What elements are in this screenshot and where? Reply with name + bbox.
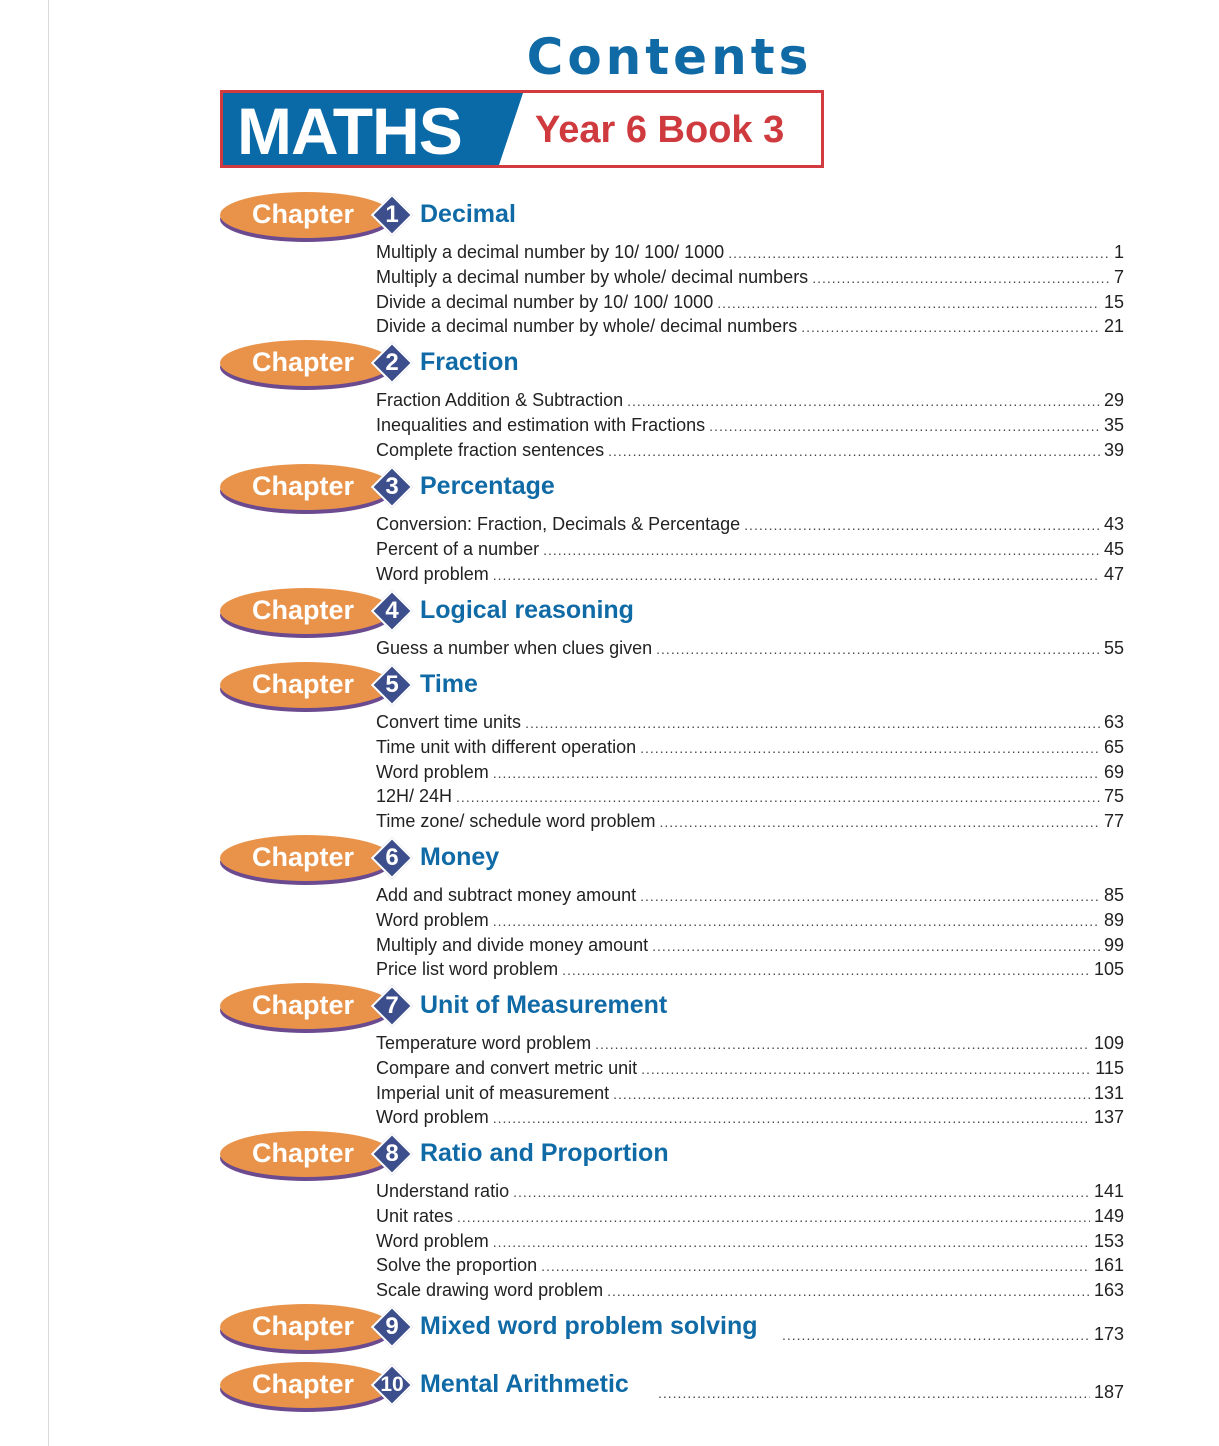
chapter-number-badge	[370, 193, 414, 237]
toc-entry[interactable]	[376, 1105, 1124, 1130]
chapter-pill	[220, 1304, 392, 1350]
toc-entry[interactable]	[376, 1081, 1124, 1106]
leader-dots	[493, 563, 1100, 588]
leader-dots	[543, 538, 1100, 563]
leader-dots	[801, 315, 1100, 340]
entry-text: Time unit with different operation	[376, 736, 637, 757]
leader-dots	[513, 1180, 1090, 1205]
leader-dots	[659, 810, 1100, 835]
entry-page: 63	[1103, 712, 1124, 732]
toc-entry[interactable]	[376, 413, 1124, 438]
entry-page: 99	[1103, 934, 1124, 955]
entry-text: Word problem	[376, 761, 489, 782]
chapter-label: Chapter	[252, 347, 355, 377]
entry-text: Fraction Addition & Subtraction	[376, 390, 624, 410]
entry-text: Conversion: Fraction, Decimals & Percentage	[376, 514, 741, 534]
toc-entry[interactable]	[376, 933, 1124, 958]
chapter-title: Money	[420, 843, 500, 871]
toc-entry[interactable]	[376, 438, 1124, 463]
leader-dots	[562, 958, 1090, 983]
entry-page: 69	[1103, 761, 1124, 782]
leader-dots	[641, 1057, 1091, 1082]
toc-entry[interactable]	[376, 1229, 1124, 1254]
chapter-number-badge	[370, 836, 414, 880]
chapter-pill	[220, 1362, 392, 1408]
chapter-number-badge	[370, 984, 414, 1028]
page-edge-line	[48, 0, 49, 1446]
entry-page: 109	[1093, 1033, 1124, 1053]
chapter-pill	[220, 983, 392, 1029]
toc-entry[interactable]	[376, 265, 1124, 290]
chapter-label: Chapter	[252, 1138, 355, 1168]
chapter-number: 9	[385, 1313, 399, 1340]
entry-text: 12H/ 24H	[376, 786, 453, 807]
chapter-number-badge	[370, 465, 414, 509]
entry-text: Solve the proportion	[376, 1255, 538, 1276]
entry-page: 7	[1113, 266, 1124, 287]
entry-page: 45	[1103, 538, 1124, 559]
entry-page: 75	[1103, 786, 1124, 807]
toc-entry[interactable]	[376, 1278, 1124, 1303]
banner-book: Year 6 Book 3	[535, 109, 785, 151]
toc-entry[interactable]	[376, 1179, 1124, 1204]
toc-entry[interactable]	[376, 1056, 1124, 1081]
leader-dots	[640, 736, 1100, 761]
entry-page: 149	[1093, 1205, 1124, 1226]
leader-dots	[744, 513, 1100, 538]
toc-entry[interactable]	[376, 636, 1124, 661]
chapter-pill	[220, 340, 392, 386]
entry-text: Multiply a decimal number by 10/ 100/ 1000	[376, 242, 725, 262]
leader-dots	[493, 1230, 1090, 1255]
entry-text: Temperature word problem	[376, 1033, 592, 1053]
entry-text: Scale drawing word problem	[376, 1280, 604, 1301]
chapter-title: Percentage	[420, 472, 555, 500]
toc-entry[interactable]	[376, 388, 1124, 413]
entry-page: 39	[1103, 439, 1124, 460]
title-banner	[220, 90, 824, 168]
chapter-number: 3	[385, 473, 399, 500]
chapter-title: Logical reasoning	[420, 596, 634, 624]
entry-page: 153	[1093, 1230, 1124, 1251]
chapter-pill	[220, 588, 392, 634]
entry-text: Add and subtract money amount	[376, 885, 637, 905]
leader-dots	[782, 1323, 1090, 1347]
leader-dots	[607, 1279, 1090, 1304]
entry-text: Word problem	[376, 1107, 489, 1128]
entry-list	[376, 1031, 1124, 1130]
chapter-pill	[220, 464, 392, 510]
entry-text: Inequalities and estimation with Fractions	[376, 414, 706, 435]
entry-list	[376, 883, 1124, 982]
chapter-pill	[220, 662, 392, 708]
chapter-number: 8	[385, 1140, 399, 1167]
chapter-pill	[220, 1131, 392, 1177]
entry-page: 47	[1103, 563, 1124, 584]
entry-page: 29	[1103, 390, 1124, 410]
entry-list	[376, 710, 1124, 834]
entry-text: Word problem	[376, 909, 489, 930]
entry-page: 1	[1113, 242, 1124, 262]
chapter-number: 10	[380, 1373, 404, 1396]
toc-entry[interactable]	[376, 1031, 1124, 1056]
chapter-pill	[220, 835, 392, 881]
toc-entry[interactable]	[376, 710, 1124, 735]
entry-list	[376, 512, 1124, 586]
leader-dots	[493, 1106, 1090, 1131]
chapter-label: Chapter	[252, 669, 355, 699]
leader-dots	[728, 241, 1110, 266]
leader-dots	[613, 1082, 1090, 1107]
leader-dots	[493, 761, 1100, 786]
toc-entry[interactable]	[376, 760, 1124, 785]
page-title: Contents	[526, 28, 813, 86]
chapter-number: 7	[385, 992, 399, 1019]
leader-dots	[541, 1254, 1090, 1279]
entry-page: 137	[1093, 1107, 1124, 1128]
chapter-number-badge	[370, 1132, 414, 1176]
chapter-number-badge	[370, 1305, 414, 1349]
entry-list	[376, 240, 1124, 339]
toc-entry[interactable]	[376, 735, 1124, 760]
leader-dots	[709, 414, 1100, 439]
toc-entry[interactable]	[658, 1380, 1124, 1404]
leader-dots	[525, 711, 1100, 736]
chapter-number-badge	[370, 341, 414, 385]
entry-text: Divide a decimal number by whole/ decimal numbers	[376, 316, 798, 337]
entry-page: 55	[1103, 638, 1124, 658]
entry-text: Understand ratio	[376, 1181, 510, 1201]
entry-text: Multiply a decimal number by whole/ decimal numbers	[376, 266, 809, 287]
leader-dots	[595, 1032, 1090, 1057]
toc-entry[interactable]	[376, 1204, 1124, 1229]
entry-page: 21	[1103, 316, 1124, 337]
chapter-label: Chapter	[252, 199, 355, 229]
toc-entry[interactable]	[376, 908, 1124, 933]
toc-entry[interactable]	[376, 290, 1124, 315]
toc-entry[interactable]	[376, 537, 1124, 562]
leader-dots	[457, 1205, 1090, 1230]
entry-text: Divide a decimal number by 10/ 100/ 1000	[376, 291, 714, 312]
entry-text: Time zone/ schedule word problem	[376, 811, 656, 832]
chapter-number-badge	[370, 1363, 414, 1407]
chapter-title: Decimal	[420, 200, 516, 228]
entry-text: Imperial unit of measurement	[376, 1082, 610, 1103]
toc-entry[interactable]	[376, 562, 1124, 587]
entry-text: Complete fraction sentences	[376, 439, 605, 460]
chapter-number-badge	[370, 589, 414, 633]
leader-dots	[717, 291, 1100, 316]
chapter-number-badge	[370, 663, 414, 707]
entry-page: 77	[1103, 811, 1124, 832]
entry-list	[376, 636, 1124, 661]
leader-dots	[627, 389, 1100, 414]
entry-page: 65	[1103, 736, 1124, 757]
entry-page: 131	[1093, 1082, 1124, 1103]
chapter-label: Chapter	[252, 990, 355, 1020]
entry-text: Compare and convert metric unit	[376, 1057, 638, 1078]
entry-text: Word problem	[376, 563, 489, 584]
entry-text: Guess a number when clues given	[376, 638, 653, 658]
leader-dots	[656, 637, 1100, 662]
chapter-title: Mental Arithmetic	[420, 1370, 629, 1398]
entry-page: 141	[1093, 1181, 1124, 1201]
entry-page: 105	[1093, 959, 1124, 980]
chapter-title: Time	[420, 670, 478, 698]
leader-dots	[640, 884, 1100, 909]
toc-entry[interactable]	[376, 784, 1124, 809]
entry-text: Price list word problem	[376, 959, 559, 980]
leader-dots	[608, 439, 1100, 464]
chapter-title: Fraction	[420, 348, 519, 376]
leader-dots	[493, 909, 1100, 934]
toc-entry[interactable]	[376, 240, 1124, 265]
entry-list	[376, 388, 1124, 462]
entry-page: 85	[1103, 885, 1124, 905]
entry-page: 35	[1103, 414, 1124, 435]
entry-page: 161	[1093, 1255, 1124, 1276]
chapter-pill	[220, 192, 392, 238]
entry-page: 15	[1103, 291, 1124, 312]
chapter-label: Chapter	[252, 842, 355, 872]
chapter-number: 4	[385, 597, 399, 624]
toc-entry[interactable]	[376, 883, 1124, 908]
chapter-label: Chapter	[252, 595, 355, 625]
entry-page: 163	[1093, 1280, 1124, 1301]
toc-entry[interactable]	[782, 1322, 1124, 1346]
leader-dots	[652, 934, 1100, 959]
leader-dots	[456, 785, 1100, 810]
entry-page: 187	[1093, 1382, 1124, 1402]
chapter-title: Mixed word problem solving	[420, 1312, 758, 1340]
chapter-number: 6	[385, 844, 399, 871]
chapter-label: Chapter	[252, 471, 355, 501]
chapter-title: Ratio and Proportion	[420, 1139, 669, 1167]
leader-dots	[658, 1381, 1090, 1405]
chapter-number: 2	[385, 349, 399, 376]
entry-page: 43	[1103, 514, 1124, 534]
banner-subject: MATHS	[237, 94, 462, 168]
entry-page: 115	[1095, 1057, 1124, 1078]
chapter-number: 5	[385, 671, 399, 698]
chapter-label: Chapter	[252, 1311, 355, 1341]
toc-entry[interactable]	[376, 809, 1124, 834]
toc-entry[interactable]	[376, 1253, 1124, 1278]
entry-page: 173	[1093, 1324, 1124, 1344]
chapter-label: Chapter	[252, 1369, 355, 1399]
entry-text: Convert time units	[376, 712, 522, 732]
entry-text: Word problem	[376, 1230, 489, 1251]
toc-entry[interactable]	[376, 314, 1124, 339]
entry-text: Unit rates	[376, 1205, 454, 1226]
toc-entry[interactable]	[376, 957, 1124, 982]
toc-entry[interactable]	[376, 512, 1124, 537]
chapter-number: 1	[385, 201, 399, 228]
entry-text: Percent of a number	[376, 538, 540, 559]
entry-list	[376, 1179, 1124, 1303]
entry-text: Multiply and divide money amount	[376, 934, 649, 955]
leader-dots	[812, 266, 1110, 291]
entry-page: 89	[1103, 909, 1124, 930]
chapter-title: Unit of Measurement	[420, 991, 668, 1019]
